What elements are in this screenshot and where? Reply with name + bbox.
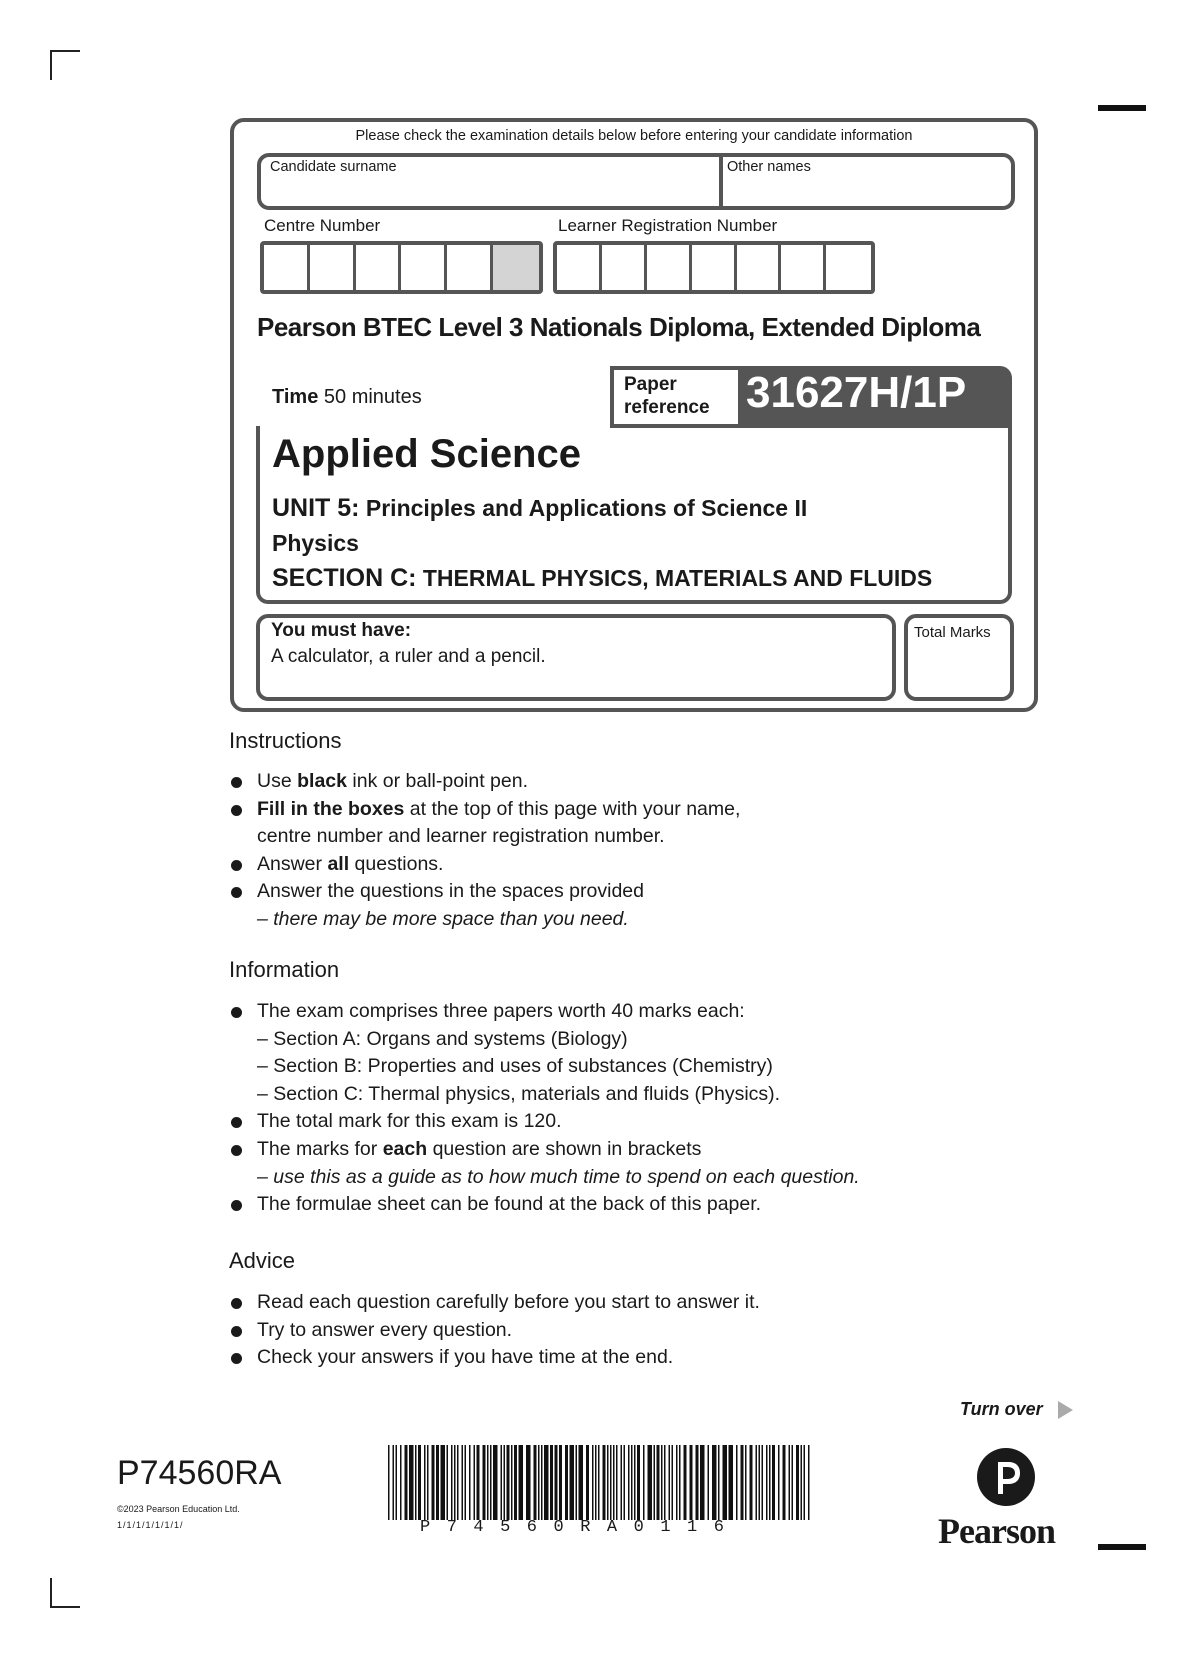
centre-number-label: Centre Number (264, 216, 381, 235)
must-have-text: A calculator, a ruler and a pencil. (271, 646, 546, 667)
barcode-bar (772, 1445, 775, 1520)
barcode-bar (796, 1445, 799, 1520)
barcode-bar (576, 1445, 578, 1520)
time-value: 50 minutes (323, 386, 422, 408)
barcode-bar (477, 1445, 480, 1520)
section-name: THERMAL PHYSICS, MATERIALS AND FLUIDS (422, 565, 933, 591)
barcode-bar (696, 1445, 699, 1520)
barcode-bar (427, 1445, 429, 1520)
crop-mark-bottom-left-h (50, 1606, 80, 1608)
paper-reference-label: Paper reference (614, 370, 738, 424)
barcode-bar (750, 1445, 753, 1520)
barcode-bar (544, 1445, 549, 1520)
barcode-bar (396, 1445, 398, 1520)
barcode-bar (388, 1445, 390, 1520)
barcode-bar (661, 1445, 663, 1520)
barcode-bar (759, 1445, 761, 1520)
unit-prefix: UNIT 5: (272, 494, 360, 522)
barcode-bar (712, 1445, 717, 1520)
list-item-continuation: – Section C: Thermal physics, materials and fluids (Physics). (257, 1082, 781, 1105)
learner-registration-cell[interactable] (692, 245, 737, 290)
registration-bar-bottom (1098, 1544, 1146, 1550)
barcode-bar (708, 1445, 710, 1520)
barcode-bar (514, 1445, 517, 1520)
list-item: The total mark for this exam is 120. (229, 1108, 860, 1136)
barcode-bar (454, 1445, 456, 1520)
barcode-bar (451, 1445, 453, 1520)
barcode-bar (610, 1445, 612, 1520)
barcode-bar (565, 1445, 568, 1520)
bold-text: Fill in the boxes (257, 797, 405, 820)
barcode-bar (684, 1445, 687, 1520)
list-item (229, 851, 740, 879)
barcode-bar (474, 1445, 476, 1520)
barcode-bar (501, 1445, 503, 1520)
bold-text: each (382, 1137, 428, 1160)
learner-registration-cell[interactable] (737, 245, 782, 290)
unit-title (272, 494, 807, 523)
barcode-bar (436, 1445, 439, 1520)
list-item: Check your answers if you have time at the end. (229, 1344, 760, 1372)
barcode-bar (718, 1445, 720, 1520)
barcode-bar (415, 1445, 417, 1520)
text: at the top of this page with your name, (404, 797, 741, 820)
barcode-bar (441, 1445, 446, 1520)
italic-text: – use this as a guide as to how much time to spend on each question. (257, 1165, 860, 1188)
information-list (229, 998, 860, 1219)
learner-registration-boxes[interactable] (553, 241, 875, 294)
pearson-logo-icon (975, 1446, 1037, 1508)
centre-number-boxes[interactable] (260, 241, 543, 294)
barcode-bar (664, 1445, 666, 1520)
barcode-bar (631, 1445, 633, 1520)
barcode-bar (487, 1445, 489, 1520)
barcode-bar (405, 1445, 408, 1520)
time-label: Time (272, 386, 319, 408)
list-item (229, 796, 740, 824)
instructions-list (229, 768, 740, 934)
barcode-bar (801, 1445, 803, 1520)
list-item-continuation: centre number and learner registration number. (257, 825, 665, 848)
barcode-bar (483, 1445, 486, 1520)
text: question are shown in brackets (427, 1137, 702, 1160)
barcode-bar (586, 1445, 589, 1520)
barcode-bar (555, 1445, 558, 1520)
barcode-bar (541, 1445, 543, 1520)
turn-over-arrow-icon (1058, 1401, 1073, 1419)
publisher-name: Pearson (938, 1511, 1055, 1551)
barcode-bar (669, 1445, 671, 1520)
turn-over-label: Turn over (960, 1399, 1043, 1419)
learner-registration-cell[interactable] (557, 245, 602, 290)
barcode-bar (643, 1445, 645, 1520)
qualification-title: Pearson BTEC Level 3 Nationals Diploma, Extended Diploma (257, 312, 981, 342)
barcode-bar (526, 1445, 531, 1520)
must-have-title: You must have: (271, 620, 412, 641)
barcode-bar (603, 1445, 606, 1520)
crop-mark-top-left-h (50, 50, 80, 52)
series-code: 1/1/1/1/1/1/1/ (117, 1520, 184, 1530)
discipline: Physics (272, 530, 359, 556)
candidate-surname-field[interactable] (262, 158, 710, 206)
barcode-bar (424, 1445, 426, 1520)
barcode-bar (676, 1445, 678, 1520)
list-item: Answer the questions in the spaces provided (229, 878, 740, 906)
learner-registration-cell[interactable] (602, 245, 647, 290)
barcode-bar (672, 1445, 674, 1520)
barcode-bar (745, 1445, 747, 1520)
barcode-bar (393, 1445, 395, 1520)
barcode-bar (607, 1445, 609, 1520)
barcode-bar (511, 1445, 513, 1520)
crop-mark-top-left-v (50, 50, 52, 80)
barcode-bar (447, 1445, 449, 1520)
centre-number-cell-shaded (493, 245, 539, 290)
barcode-bar (792, 1445, 794, 1520)
barcode-bar (462, 1445, 464, 1520)
barcode-bar (778, 1445, 780, 1520)
advice-heading: Advice (229, 1248, 296, 1273)
barcode-bar (519, 1445, 524, 1520)
barcode-bar (804, 1445, 806, 1520)
list-item-continuation (229, 906, 740, 934)
time-allowed (272, 386, 422, 409)
barcode-bar (723, 1445, 728, 1520)
centre-number-cell[interactable] (401, 245, 447, 290)
information-heading: Information (229, 957, 340, 982)
barcode-bar (756, 1445, 758, 1520)
other-names-label: Other names (727, 159, 811, 175)
list-item (229, 768, 740, 796)
list-item-continuation: – Section A: Organs and systems (Biology) (257, 1027, 628, 1050)
barcode-bar (490, 1445, 492, 1520)
crop-mark-bottom-left-v (50, 1578, 52, 1608)
barcode-bar (783, 1445, 786, 1520)
list-item: Read each question carefully before you start to answer it. (229, 1289, 760, 1317)
barcode-bar (493, 1445, 498, 1520)
list-item: The exam comprises three papers worth 40 marks each: (229, 998, 860, 1026)
registration-bar-top (1098, 105, 1146, 111)
paper-code: P74560RA (117, 1454, 282, 1492)
centre-number-cell[interactable] (356, 245, 402, 290)
barcode-bar (700, 1445, 705, 1520)
barcode-bar (400, 1445, 402, 1520)
barcode-bar (690, 1445, 693, 1520)
paper-reference-code: 31627H/1P (746, 368, 967, 417)
barcode-bar (769, 1445, 771, 1520)
barcode-bar (534, 1445, 537, 1520)
list-item-continuation (229, 1164, 860, 1192)
barcode-bar (592, 1445, 594, 1520)
barcode-icon (388, 1445, 813, 1520)
section-prefix: SECTION C: (272, 564, 417, 592)
barcode-bar (621, 1445, 623, 1520)
candidate-surname-label: Candidate surname (270, 159, 397, 175)
barcode-bar (559, 1445, 562, 1520)
barcode-bar (538, 1445, 540, 1520)
copyright: ©2023 Pearson Education Ltd. (117, 1504, 240, 1514)
barcode-bar (616, 1445, 618, 1520)
learner-registration-cell[interactable] (647, 245, 692, 290)
barcode-bar (550, 1445, 553, 1520)
barcode-bar (507, 1445, 510, 1520)
barcode-bar (762, 1445, 764, 1520)
barcode-bar (637, 1445, 640, 1520)
list-item-continuation: – Section B: Properties and uses of substances (Chemistry) (257, 1055, 773, 1078)
barcode-bar (679, 1445, 681, 1520)
barcode-bar (634, 1445, 636, 1520)
list-item (229, 1136, 860, 1164)
other-names-field[interactable] (718, 158, 1010, 206)
centre-number-cell[interactable] (264, 245, 310, 290)
barcode-bar (570, 1445, 575, 1520)
text: questions. (349, 852, 444, 875)
check-instruction: Please check the examination details below before entering your candidate information (355, 128, 913, 144)
barcode-bar (736, 1445, 738, 1520)
barcode-bar (808, 1445, 810, 1520)
barcode-text: P74560RA0116 (420, 1518, 741, 1537)
barcode-bar (418, 1445, 421, 1520)
bold-text: all (327, 852, 350, 875)
barcode-bar (579, 1445, 584, 1520)
subject-title: Applied Science (272, 432, 581, 476)
barcode-bar (628, 1445, 630, 1520)
barcode-bar (657, 1445, 660, 1520)
barcode-bar (654, 1445, 656, 1520)
barcode-bar (766, 1445, 768, 1520)
barcode-bar (729, 1445, 734, 1520)
italic-text: – there may be more space than you need. (257, 907, 629, 930)
text: ink or ball-point pen. (346, 770, 529, 792)
barcode-bar (432, 1445, 435, 1520)
bold-text: black (297, 770, 347, 792)
advice-list (229, 1289, 760, 1372)
text: Answer (257, 852, 328, 875)
barcode-bar (789, 1445, 791, 1520)
text: Use (257, 770, 298, 792)
learner-registration-cell[interactable] (781, 245, 826, 290)
barcode-bar (457, 1445, 459, 1520)
unit-name: Principles and Applications of Science II (365, 495, 808, 521)
barcode-bar (504, 1445, 506, 1520)
barcode-bar (465, 1445, 467, 1520)
section-title (272, 564, 932, 593)
barcode-bar (409, 1445, 414, 1520)
centre-number-cell[interactable] (310, 245, 356, 290)
barcode-bar (598, 1445, 600, 1520)
barcode-bar (624, 1445, 626, 1520)
instructions-heading: Instructions (229, 728, 342, 753)
list-item: Try to answer every question. (229, 1317, 760, 1345)
barcode-bar (741, 1445, 744, 1520)
list-item: The formulae sheet can be found at the back of this paper. (229, 1191, 860, 1219)
barcode-bar (469, 1445, 471, 1520)
barcode-bar (613, 1445, 615, 1520)
total-marks-label: Total Marks (914, 624, 991, 641)
learner-registration-cell[interactable] (826, 245, 871, 290)
learner-registration-label: Learner Registration Number (558, 216, 778, 235)
text: The marks for (257, 1137, 383, 1160)
barcode-bar (595, 1445, 597, 1520)
barcode-bar (648, 1445, 653, 1520)
paper-reference-box (610, 366, 1012, 428)
centre-number-cell[interactable] (447, 245, 493, 290)
